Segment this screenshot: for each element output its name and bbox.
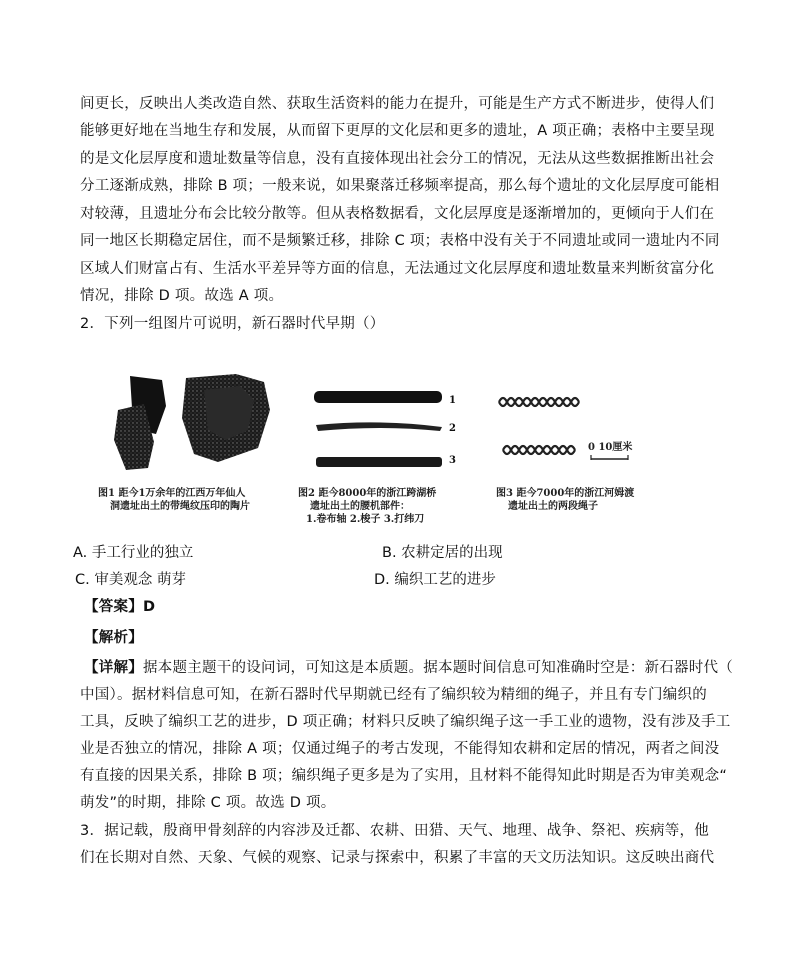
question-3-line-1: 3．据记载，殷商甲骨刻辞的内容涉及迁都、农耕、田猎、天气、地理、战争、祭祀、疾病等，他: [80, 823, 709, 839]
scale-bar: [590, 455, 630, 461]
detail-label: 【详解】: [84, 660, 143, 676]
para1-line-2: 能够更好地在当地生存和发展，从而留下更厚的文化层和更多的遗址，A 项正确；表格中主要呈现: [80, 123, 715, 139]
analysis-line-6: 萌发”的时期，排除 C 项。故选 D 项。: [80, 795, 336, 811]
para1-line-4: 分工逐渐成熟，排除 B 项；一般来说，如果聚落迁移频率提高，那么每个遗址的文化层厚度可能相: [80, 178, 720, 194]
fig2-caption-line-2: 遗址出土的腰机部件：: [310, 501, 410, 512]
para1-line-1: 间更长，反映出人类改造自然、获取生活资料的能力在提升，可能是生产方式不断进步，使得人们: [80, 96, 715, 112]
para1-line-5: 对较薄，且遗址分布会比较分散等。但从表格数据看，文化层厚度是逐渐增加的，更倾向于人们在: [80, 206, 715, 222]
option-d: D. 编织工艺的进步: [374, 572, 496, 588]
answer: 【答案】D: [84, 599, 156, 615]
shuttle: [316, 422, 442, 431]
option-b: B. 农耕定居的出现: [382, 545, 503, 561]
para1-line-3: 的是文化层厚度和遗址数量等信息，没有直接体现出社会分工的情况，无法从这些数据推断出社会: [80, 151, 715, 167]
cloth-beam: [314, 391, 442, 403]
analysis-line-2: 中国）。据材料信息可知，在新石器时代早期就已经有了编织较为精细的绳子，并且有专门编织的: [80, 687, 707, 703]
fig1-caption-line-2: 洞遗址出土的带绳纹压印的陶片: [110, 501, 250, 512]
fig3-caption-line-2: 遗址出土的两段绳子: [508, 501, 598, 512]
option-c: C. 审美观念 萌芽: [75, 572, 186, 588]
fig2-label-1: 1: [449, 395, 456, 406]
fig2-label-3: 3: [449, 455, 456, 466]
question-2-stem: 2．下列一组图片可说明，新石器时代早期（）: [80, 316, 385, 332]
figure-2-loom-parts: [310, 383, 450, 473]
fig1-caption-line-1: 图1 距今1万余年的江西万年仙人: [98, 488, 246, 499]
analysis-line-3: 工具，反映了编织工艺的进步，D 项正确；材料只反映了编织绳子这一手工业的遗物，没有涉及手工: [80, 714, 731, 730]
beater: [316, 457, 442, 467]
analysis-line-5: 有直接的因果关系，排除 B 项；编织绳子更多是为了实用，且材料不能得知此时期是否为审美观念“: [80, 768, 728, 784]
para1-line-7: 区域人们财富占有、生活水平差异等方面的信息，无法通过文化层厚度和遗址数量来判断贫富分化: [80, 261, 715, 277]
figure-1-pottery-shards: [108, 370, 298, 482]
para1-line-8: 情况，排除 D 项。故选 A 项。: [80, 288, 284, 304]
analysis-text-1: 据本题主题干的设问词，可知这是本质题。据本题时间信息可知准确时空是：新石器时代（: [143, 660, 733, 676]
figure-3-ropes: [495, 386, 595, 466]
option-a: A. 手工行业的独立: [73, 545, 194, 561]
fig2-caption-line-3: 1.卷布轴 2.梭子 3.打纬刀: [306, 514, 425, 525]
question-3-line-2: 们在长期对自然、天象、气候的观察、记录与探索中，积累了丰富的天文历法知识。这反映出商代: [80, 850, 715, 866]
fig2-caption-line-1: 图2 距今8000年的浙江跨湖桥: [298, 488, 437, 499]
fig3-caption-line-1: 图3 距今7000年的浙江河姆渡: [496, 488, 635, 499]
analysis-title: 【解析】: [84, 630, 143, 646]
analysis-line-4: 业是否独立的情况，排除 A 项；仅通过绳子的考古发现，不能得知农耕和定居的情况，两者之间没: [80, 741, 720, 757]
fig2-label-2: 2: [449, 423, 456, 434]
scale-label: 0 10厘米: [588, 442, 633, 453]
para1-line-6: 同一地区长期稳定居住，而不是频繁迁移，排除 C 项；表格中没有关于不同遗址或同一遗址内不同: [80, 233, 720, 249]
analysis-line-1: [84, 658, 733, 678]
